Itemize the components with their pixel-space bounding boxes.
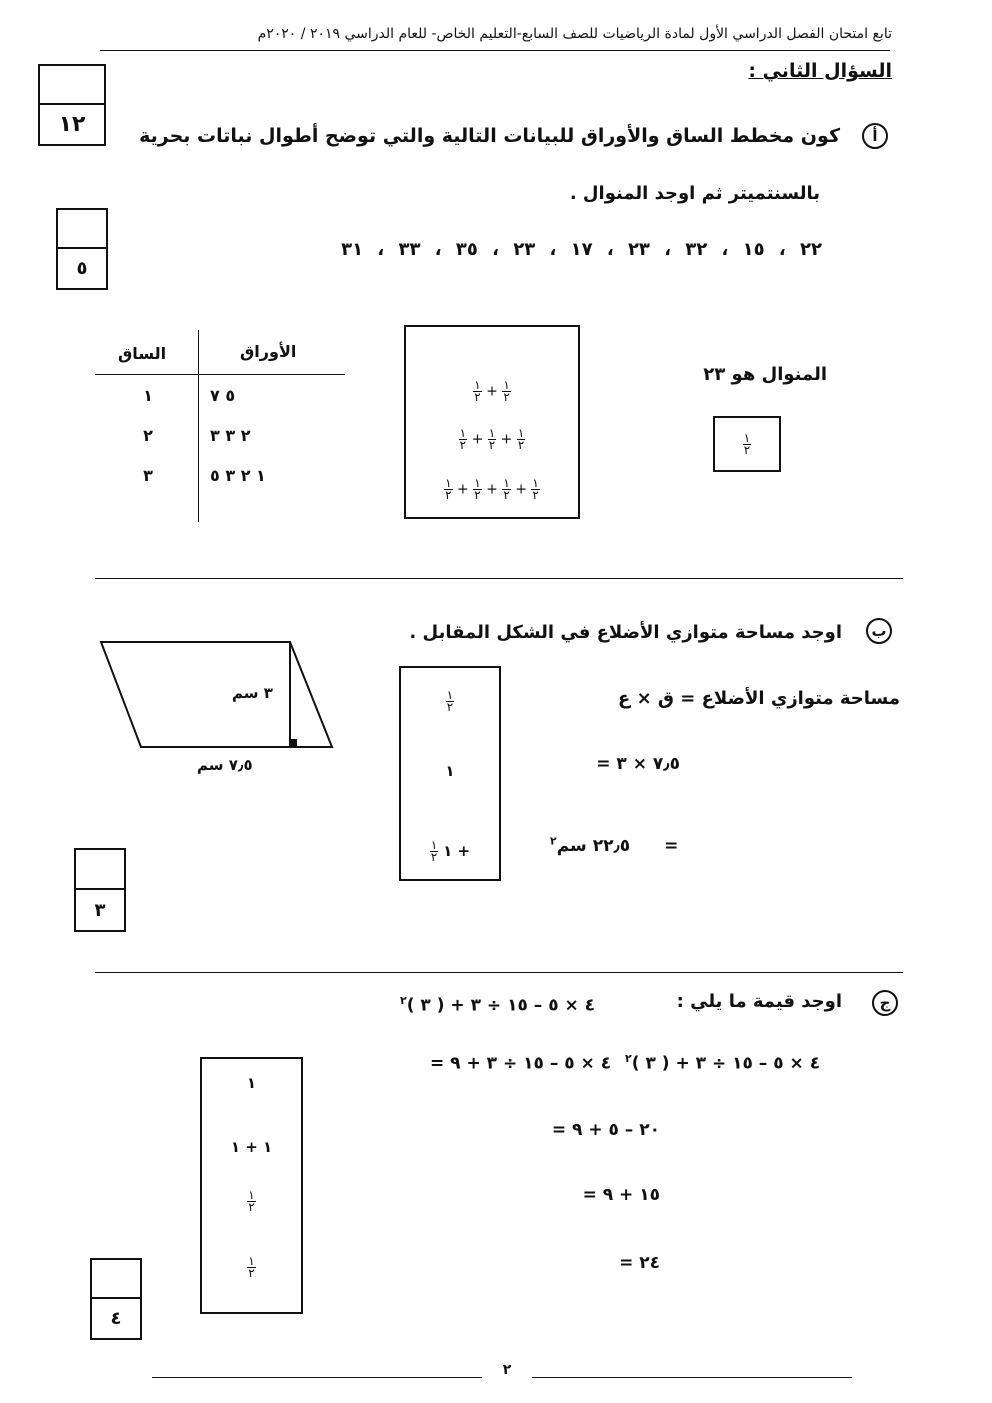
mode-text: المنوال هو ٢٣ [703, 364, 827, 385]
part-c-line-4: = ٢٤ [619, 1253, 660, 1273]
divider-b-c [95, 972, 903, 973]
exam-header: تابع امتحان الفصل الدراسي الأول لمادة الرياضيات للصف السابع-التعليم الخاص- للعام الدراسي ٢٠١٩ / ٢٠٢٠م [257, 26, 892, 42]
part-a-prompt-line1: كون مخطط الساق والأوراق للبيانات التالية والتي توضح أطوال نباتات بحرية [139, 125, 840, 147]
leaves-1: ٥ ٧ [210, 386, 236, 405]
marking-row-2: $\frac{١}{٢}$ + $\frac{١}{٢}$ + $\frac{١}{٢}$ [459, 426, 525, 452]
stem-2: ٢ [143, 426, 153, 445]
part-c-line-1: = ٤ × ٥ – ١٥ ÷ ٣ + ٩ $^٢$٤ × ٥ – ١٥ ÷ ٣ + ( ٣ ) [430, 1052, 821, 1074]
part-a-mark: ٥ [76, 258, 88, 279]
footer-rule-right [532, 1377, 852, 1378]
part-b-prompt: اوجد مساحة متوازي الأضلاع في الشكل المقابل . [409, 622, 842, 643]
marking-row-3: $\frac{١}{٢}$ + $\frac{١}{٢}$ + $\frac{١}{٢}$ + $\frac{١}{٢}$ [445, 476, 539, 502]
part-c-line-3: = ١٥ + ٩ [582, 1185, 660, 1205]
stem-1: ١ [143, 386, 153, 405]
part-c-mark-1: ١ [246, 1074, 257, 1092]
page-number: ٢ [502, 1362, 512, 1378]
part-c-mark-4: $\frac{١}{٢}$ [248, 1254, 255, 1280]
part-c-mark-3: $\frac{١}{٢}$ [248, 1188, 255, 1214]
header-rule [100, 50, 890, 51]
divider-a-b [95, 578, 903, 579]
mode-mark-box: $\frac{١}{٢}$ [713, 416, 781, 472]
right-angle-marker [289, 739, 297, 747]
part-a-label: أ [862, 123, 888, 149]
stem-leaf-vrule [198, 330, 199, 522]
leaves-2: ٢ ٣ ٣ [210, 426, 251, 445]
part-a-mark-box [56, 208, 108, 290]
stem-3: ٣ [143, 466, 153, 485]
base-label: ٧٫٥ سم [197, 756, 253, 774]
part-c-mark-2: ١ + ١ [230, 1138, 273, 1156]
part-b-mark-box [74, 848, 126, 932]
stem-header: الساق [118, 344, 167, 363]
part-c-mark: ٤ [110, 1308, 122, 1329]
part-a-prompt-line2: بالسنتميتر ثم اوجد المنوال . [569, 183, 820, 204]
leaves-header: الأوراق [240, 342, 297, 361]
parallelogram-figure [95, 635, 340, 755]
area-formula: مساحة متوازي الأضلاع = ق × ع [618, 688, 900, 709]
part-c-prompt: اوجد قيمة ما يلي : [676, 991, 842, 1012]
part-b-label: ب [866, 618, 892, 644]
part-c-mark-box [90, 1258, 142, 1340]
part-b-mark-3: $\frac{١}{٢}$ ١ + [430, 838, 471, 864]
stem-leaf-hrule [95, 374, 345, 375]
part-c-label: ج [872, 990, 898, 1016]
question-heading: السؤال الثاني : [748, 60, 892, 82]
height-label: ٣ سم [232, 684, 273, 702]
marking-row-1: $\frac{١}{٢}$ + $\frac{١}{٢}$ [474, 378, 510, 404]
part-c-line-2: = ٢٠ – ٥ + ٩ [551, 1120, 660, 1140]
section-total-mark-box [38, 64, 106, 146]
leaves-3: ١ ٢ ٣ ٥ [210, 466, 266, 485]
part-a-data-line: ٢٢ ، ١٥ ، ٣٢ ، ٢٣ ، ١٧ ، ٢٣ ، ٣٥ ، ٣٣ ، ٣١ [341, 239, 822, 260]
part-b-mark-2: ١ [445, 762, 455, 780]
parallelogram [101, 642, 332, 747]
area-step-1: = ٧٫٥ × ٣ [596, 754, 680, 774]
part-c-expression: $^٢$٤ × ٥ – ١٥ ÷ ٣ + ( ٣ ) [400, 994, 596, 1016]
footer-rule-left [152, 1377, 482, 1378]
area-step-2: ٢٢٫٥ سم$^٢$ = [550, 834, 679, 856]
section-total-mark: ١٢ [58, 112, 86, 137]
part-b-mark: ٣ [94, 899, 106, 921]
part-b-mark-1: $\frac{١}{٢}$ [446, 688, 454, 714]
